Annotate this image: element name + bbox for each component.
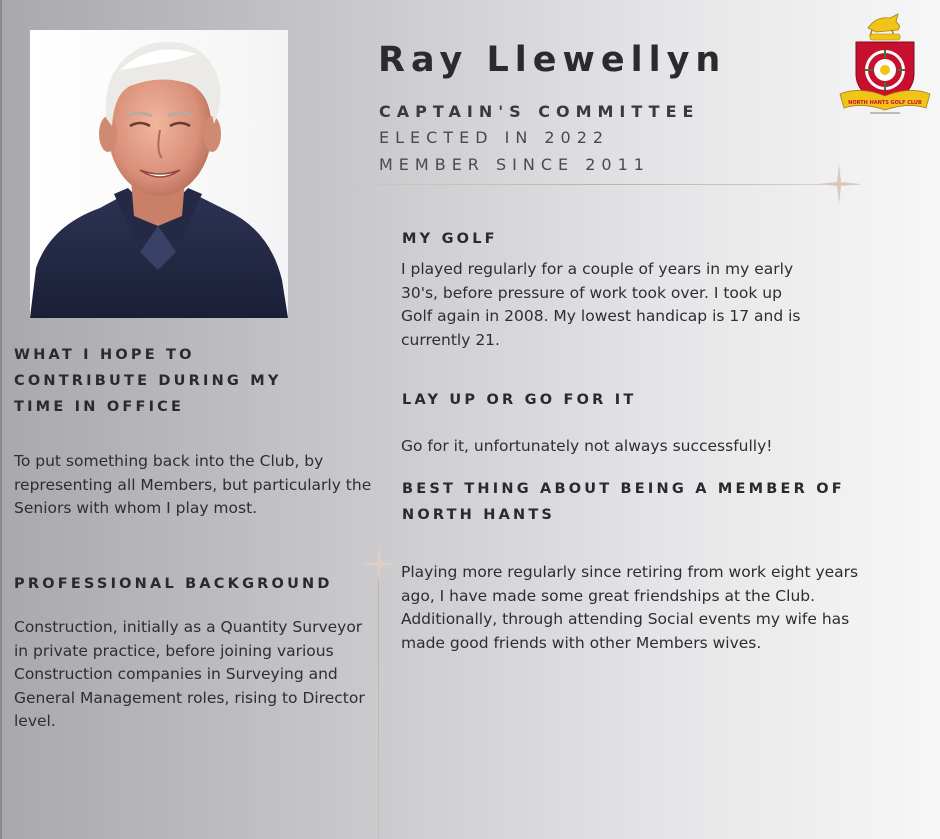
sparkle-icon bbox=[818, 163, 860, 205]
my-golf-body: I played regularly for a couple of years in my early 30's, before pressure of work took over. I took up Golf again in 2008. My lowest handicap is 17 and is currently 21. bbox=[401, 260, 801, 349]
member-photo bbox=[30, 30, 288, 318]
portrait-image bbox=[30, 30, 288, 318]
club-crest-logo bbox=[836, 8, 934, 120]
elected-year: ELECTED IN 2022 bbox=[379, 128, 610, 147]
committee-role: CAPTAIN'S COMMITTEE bbox=[379, 102, 700, 121]
member-name: Ray Llewellyn bbox=[378, 40, 727, 80]
my-golf-heading: MY GOLF bbox=[402, 231, 498, 247]
hope-heading: WHAT I HOPE TO CONTRIBUTE DURING MY TIME IN OFFICE bbox=[14, 347, 282, 415]
crest-banner-text: NORTH HANTS GOLF CLUB bbox=[848, 100, 922, 106]
lay-up-heading: LAY UP OR GO FOR IT bbox=[402, 392, 637, 408]
best-thing-body: Playing more regularly since retiring from work eight years ago, I have made some great friendships at the Club. Additionally, through attending Social events my wife has made good friends with other Members wives. bbox=[401, 563, 859, 652]
decorative-horizontal-line bbox=[330, 184, 860, 185]
best-thing-heading: BEST THING ABOUT BEING A MEMBER OF NORTH HANTS bbox=[402, 481, 845, 523]
decorative-vertical-line bbox=[378, 548, 379, 839]
member-since: MEMBER SINCE 2011 bbox=[379, 155, 650, 174]
professional-heading: PROFESSIONAL BACKGROUND bbox=[14, 576, 333, 592]
hope-body: To put something back into the Club, by representing all Members, but particularly the Seniors with whom I play most. bbox=[14, 452, 372, 517]
lay-up-body: Go for it, unfortunately not always successfully! bbox=[401, 437, 773, 455]
golf-club-crest-icon bbox=[836, 8, 934, 120]
professional-body: Construction, initially as a Quantity Surveyor in private practice, before joining various Construction companies in Surveying and General Management roles, rising to Director level. bbox=[14, 618, 365, 730]
page-left-border bbox=[0, 0, 2, 839]
